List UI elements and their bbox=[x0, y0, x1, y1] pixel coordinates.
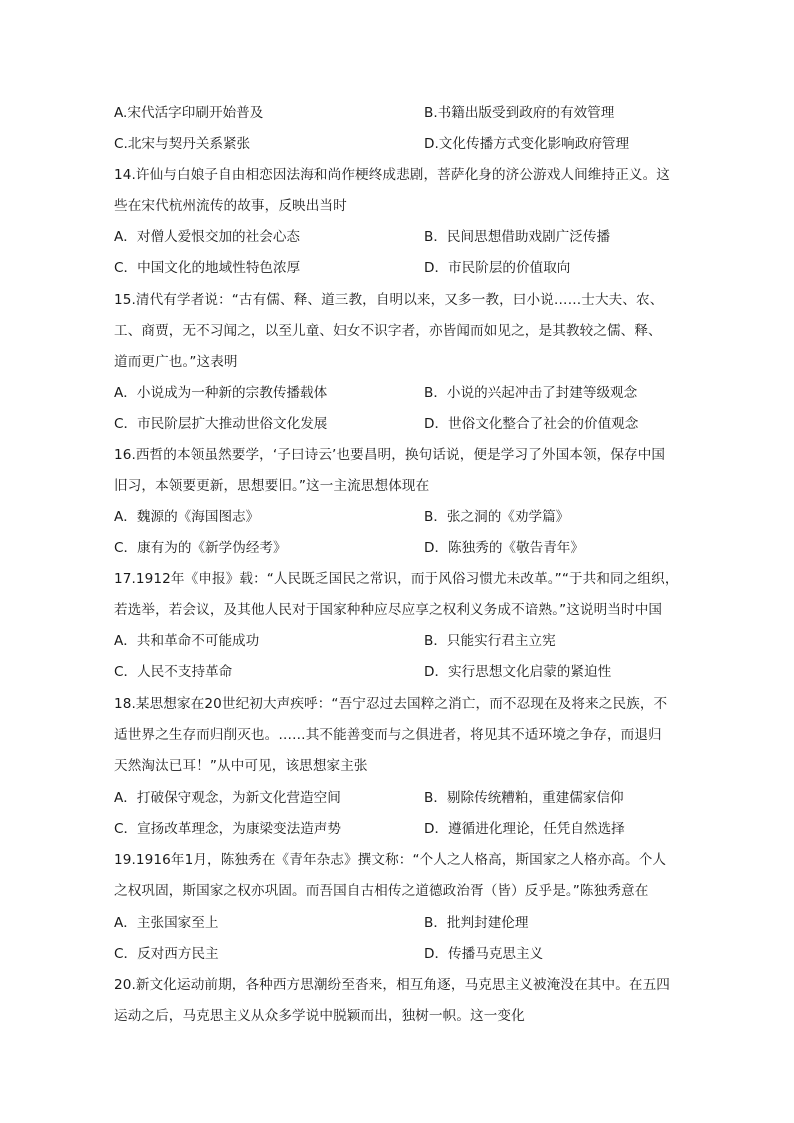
q14-option-c: C．中国文化的地域性特色浓厚 bbox=[114, 260, 301, 276]
q13-option-b: B.书籍出版受到政府的有效管理 bbox=[424, 105, 615, 121]
q18-option-b: B．剔除传统糟粕，重建儒家信仰 bbox=[424, 790, 624, 806]
q14-option-d: D．市民阶层的价值取向 bbox=[424, 260, 571, 276]
q13-option-d: D.文化传播方式变化影响政府管理 bbox=[424, 136, 630, 152]
q18-option-d: D．遵循进化理论，任凭自然选择 bbox=[424, 821, 625, 837]
q15-option-a: A．小说成为一种新的宗教传播载体 bbox=[114, 385, 328, 401]
q19-stem-line-2: 之权巩固，斯国家之权亦巩固。而吾国自古相传之道德政治胥（皆）反乎是。”陈独秀意在 bbox=[114, 883, 649, 899]
q15-stem-line-3: 道而更广也。”这表明 bbox=[114, 354, 238, 370]
q15-stem-line-1: 15.清代有学者说：“古有儒、释、道三教，自明以来，又多一教，曰小说……士大夫、农、 bbox=[114, 292, 664, 308]
q18-option-c: C．宣扬改革理念，为康梁变法造声势 bbox=[114, 821, 341, 837]
q15-option-d: D．世俗文化整合了社会的价值观念 bbox=[424, 416, 639, 432]
q18-stem-line-3: 天然淘汰已耳！”从中可见，该思想家主张 bbox=[114, 758, 368, 774]
q20-stem-line-2: 运动之后，马克思主义从众多学说中脱颖而出，独树一帜。这一变化 bbox=[114, 1008, 525, 1024]
q16-stem-line-1: 16.西哲的本领虽然要学，‘子曰诗云’也要昌明，换句话说，便是学习了外国本领，保存中国 bbox=[114, 447, 666, 463]
q17-option-b: B．只能实行君主立宪 bbox=[424, 633, 556, 649]
q13-option-c: C.北宋与契丹关系紧张 bbox=[114, 136, 251, 152]
q17-stem-line-2: 若选举，若会议，及其他人民对于国家种种应尽应享之权利义务成不谙熟。”这说明当时中国 bbox=[114, 602, 663, 618]
q14-stem-line-2: 些在宋代杭州流传的故事，反映出当时 bbox=[114, 198, 347, 214]
q15-stem-line-2: 工、商贾，无不习闻之，以至儿童、妇女不识字者，亦皆闻而如见之，是其教较之儒、释、 bbox=[114, 323, 662, 339]
q17-option-c: C．人民不支持革命 bbox=[114, 664, 233, 680]
q19-option-d: D．传播马克思主义 bbox=[424, 946, 544, 962]
q16-option-c: C．康有为的《新学伪经考》 bbox=[114, 540, 287, 556]
q14-stem-line-1: 14.许仙与白娘子自由相恋因法海和尚作梗终成悲剧，菩萨化身的济公游戏人间维持正义。这 bbox=[114, 167, 670, 183]
q20-stem-line-1: 20.新文化运动前期，各种西方思潮纷至沓来，相互角逐，马克思主义被淹没在其中。在五四 bbox=[114, 977, 670, 993]
q13-option-a: A.宋代活字印刷开始普及 bbox=[114, 105, 264, 121]
q19-option-c: C．反对西方民主 bbox=[114, 946, 219, 962]
q18-stem-line-2: 适世界之生存而归削灭也。……其不能善变而与之俱进者，将见其不适环境之争存，而退归 bbox=[114, 727, 662, 743]
q18-option-a: A．打破保守观念，为新文化营造空间 bbox=[114, 790, 341, 806]
q17-option-d: D．实行思想文化启蒙的紧迫性 bbox=[424, 664, 612, 680]
q14-option-b: B．民间思想借助戏剧广泛传播 bbox=[424, 229, 611, 245]
q18-stem-line-1: 18.某思想家在20世纪初大声疾呼：“吾宁忍过去国粹之消亡，而不忍现在及将来之民族，不 bbox=[114, 696, 668, 712]
q16-option-d: D．陈独秀的《敬告青年》 bbox=[424, 540, 584, 556]
q15-option-b: B．小说的兴起冲击了封建等级观念 bbox=[424, 385, 638, 401]
q16-stem-line-2: 旧习，本领要更新，思想要旧。”这一主流思想体现在 bbox=[114, 478, 430, 494]
q16-option-a: A．魏源的《海国图志》 bbox=[114, 509, 260, 525]
q17-option-a: A．共和革命不可能成功 bbox=[114, 633, 260, 649]
q15-option-c: C．市民阶层扩大推动世俗文化发展 bbox=[114, 416, 328, 432]
q19-stem-line-1: 19.1916年1月，陈独秀在《青年杂志》撰文称：“个人之人格高，斯国家之人格亦高。个人 bbox=[114, 852, 667, 868]
q19-option-a: A．主张国家至上 bbox=[114, 915, 219, 931]
q16-option-b: B．张之洞的《劝学篇》 bbox=[424, 509, 570, 525]
q17-stem-line-1: 17.1912年《申报》载：“人民既乏国民之常识，而于风俗习惯尤未改革。”“于共和同之组织， bbox=[114, 571, 679, 587]
q14-option-a: A．对僧人爱恨交加的社会心态 bbox=[114, 229, 301, 245]
q19-option-b: B．批判封建伦理 bbox=[424, 915, 529, 931]
